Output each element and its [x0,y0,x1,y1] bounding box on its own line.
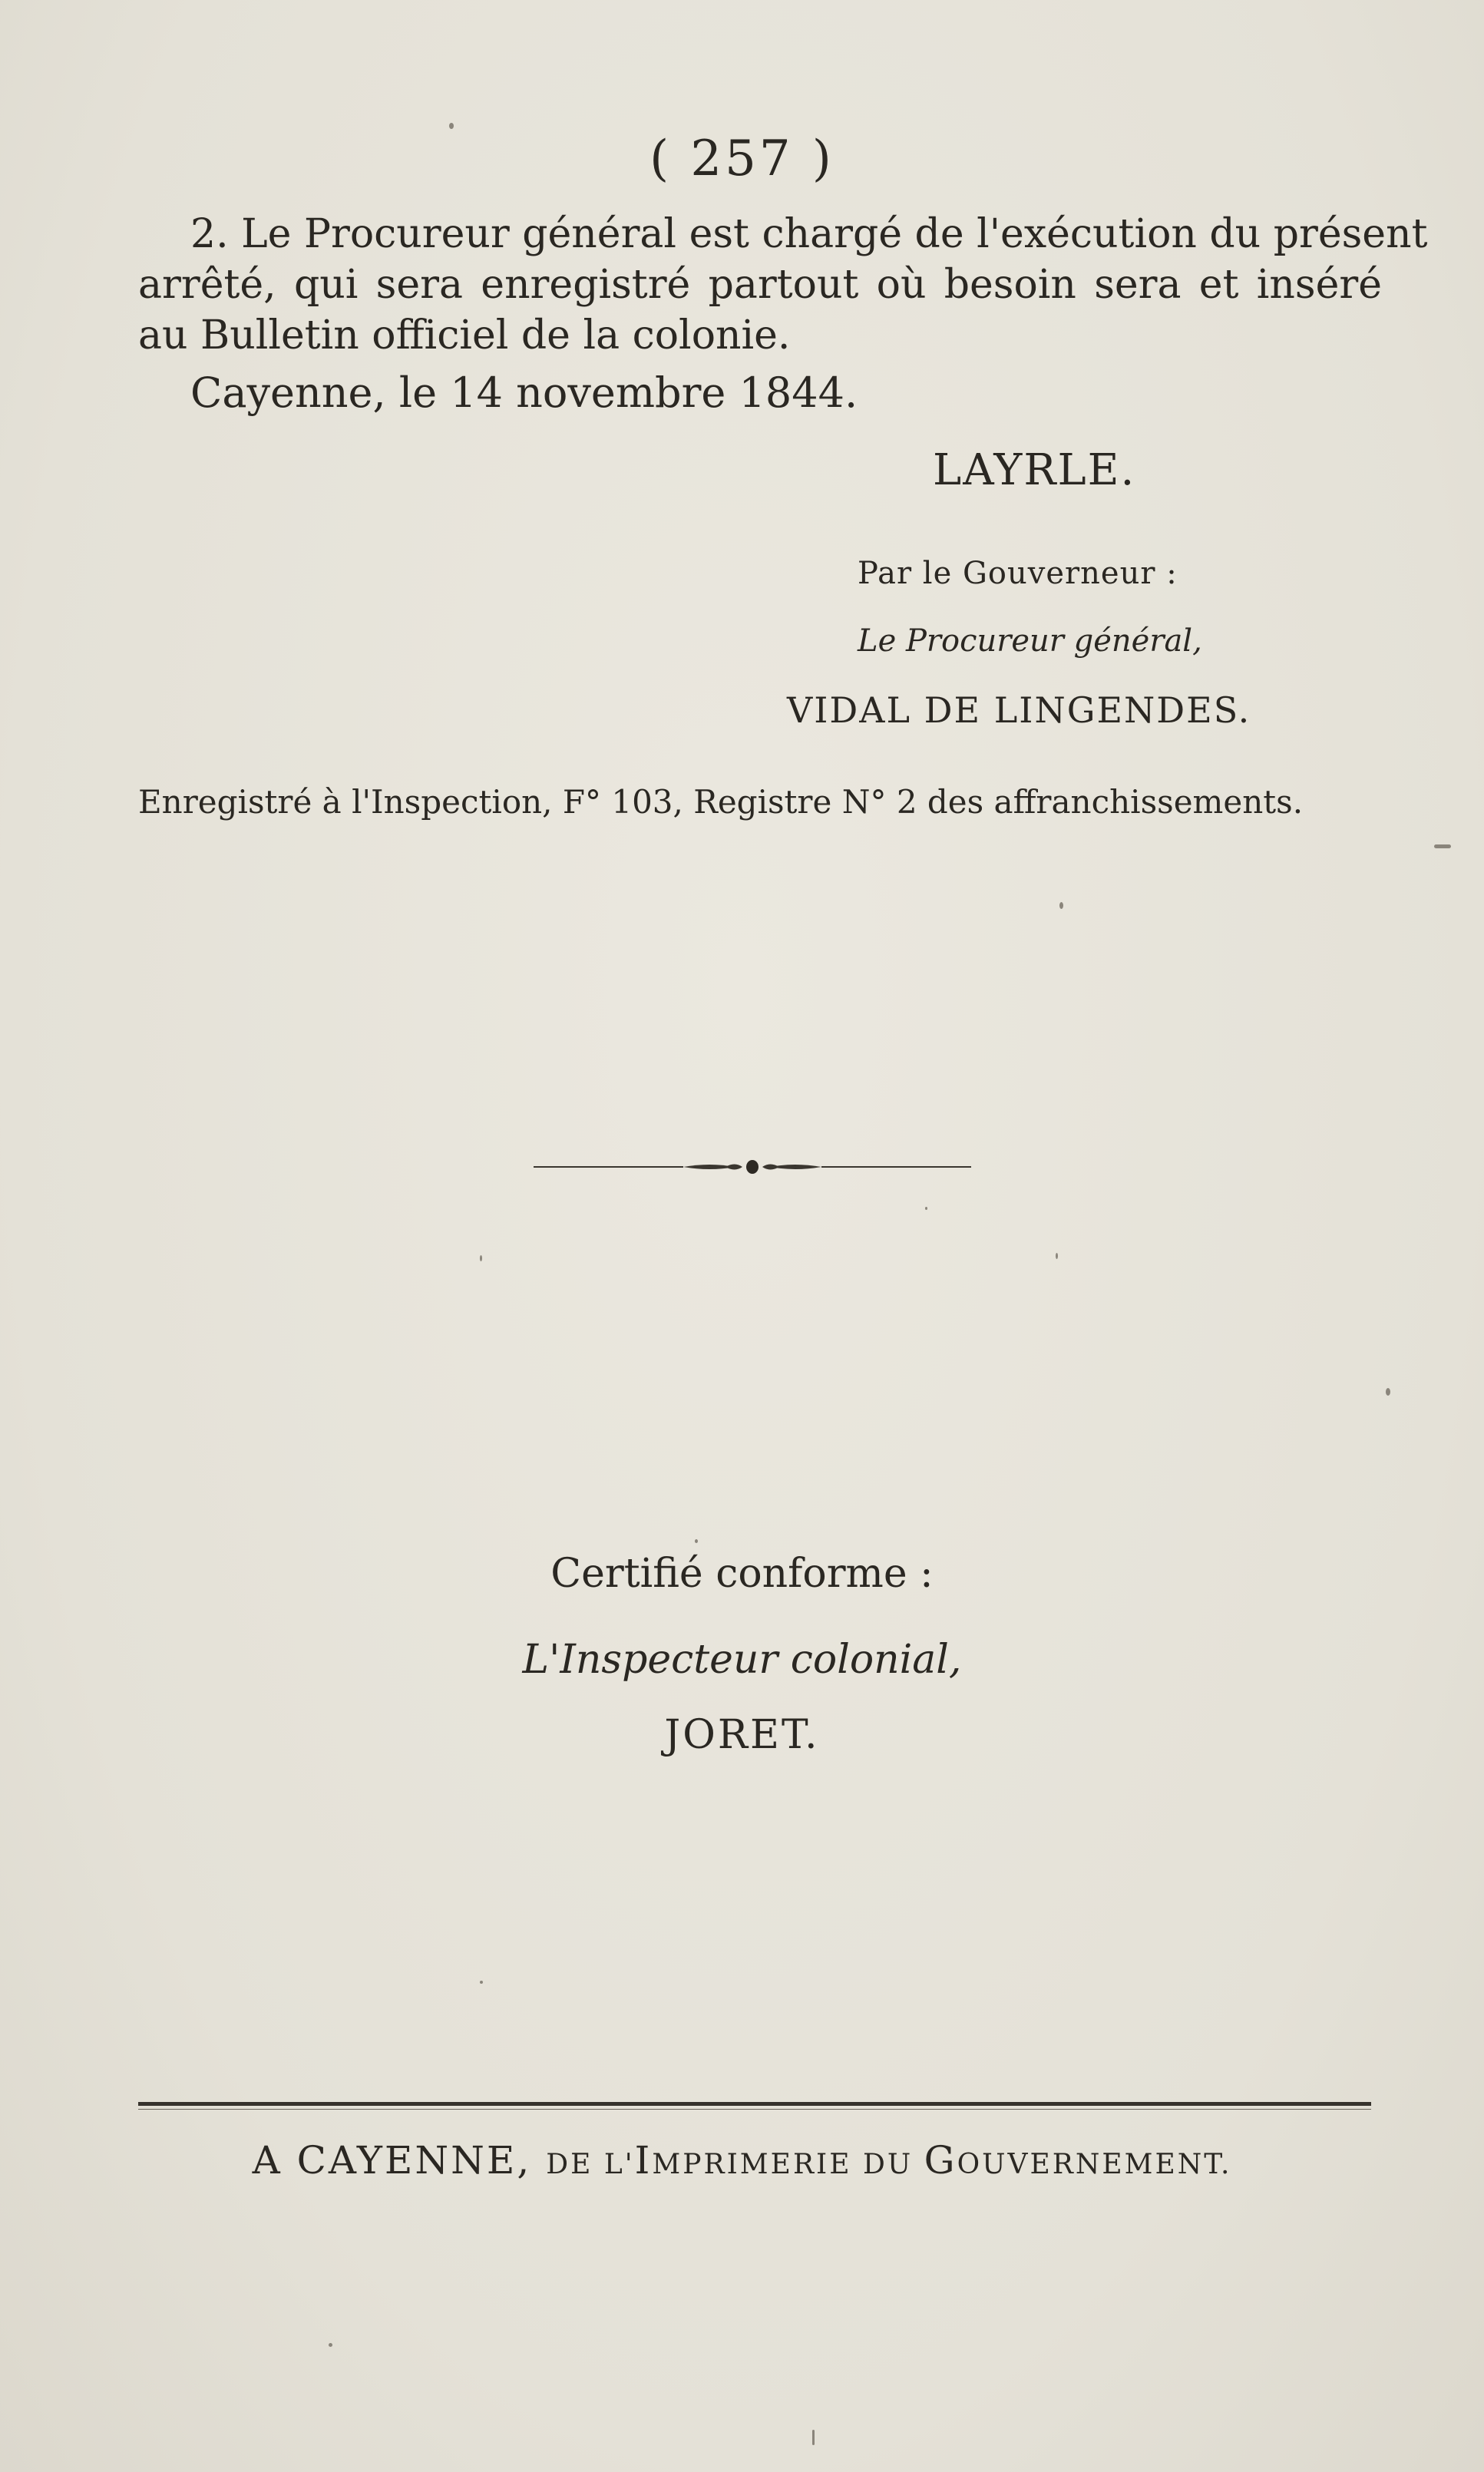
paper-speck [695,1539,698,1543]
paper-speck [1386,1388,1390,1396]
imprint-imprimerie-rest: MPRIMERIE DU [652,2149,924,2180]
imprint-gouvernement-rest: OUVERNEMENT. [957,2149,1232,2180]
imprint-imprimerie-initial: I [634,2138,653,2183]
governor-signature: LAYRLE. [933,445,1136,495]
imprint-rule-thin [138,2109,1371,2110]
paper-speck [1056,1253,1058,1259]
imprint-de: DE L' [546,2149,635,2180]
paper-speck [449,123,454,129]
countersign-name: VIDAL DE LINGENDES. [787,689,1251,731]
paper-speck [1434,844,1451,848]
page-number: ( 257 ) [649,131,835,187]
imprint-gouvernement-initial: G [924,2138,957,2183]
paper-speck [812,2430,815,2445]
article-paragraph [138,209,1428,361]
imprint-rule [138,2102,1371,2106]
paper-speck [925,1207,927,1210]
date-line: Cayenne, le 14 novembre 1844. [190,368,858,417]
article-line-2: arrêté, qui sera enregistré partout où besoin sera et inséré [138,262,1382,308]
printer-imprint [0,2138,1484,2183]
article-line-1: 2. Le Procureur général est chargé de l'exécution du présent [190,211,1428,257]
paper-speck [480,1981,483,1984]
certification-role: L'Inspecteur colonial, [522,1637,962,1683]
ornament-divider-icon [534,1152,971,1182]
article-line-3: au Bulletin officiel de la colonie. [138,312,791,359]
imprint-city: A CAYENNE, [252,2138,532,2183]
countersign-role: Le Procureur général, [858,623,1202,659]
countersign-intro: Par le Gouverneur : [858,556,1178,591]
paper-speck [480,1255,482,1261]
registration-note: Enregistré à l'Inspection, F° 103, Registre N° 2 des affranchissements. [138,783,1304,821]
certification-heading: Certifié conforme : [550,1551,934,1597]
paper-speck [329,2343,332,2347]
paper-speck [1059,902,1063,909]
certification-name: JORET. [664,1712,820,1758]
